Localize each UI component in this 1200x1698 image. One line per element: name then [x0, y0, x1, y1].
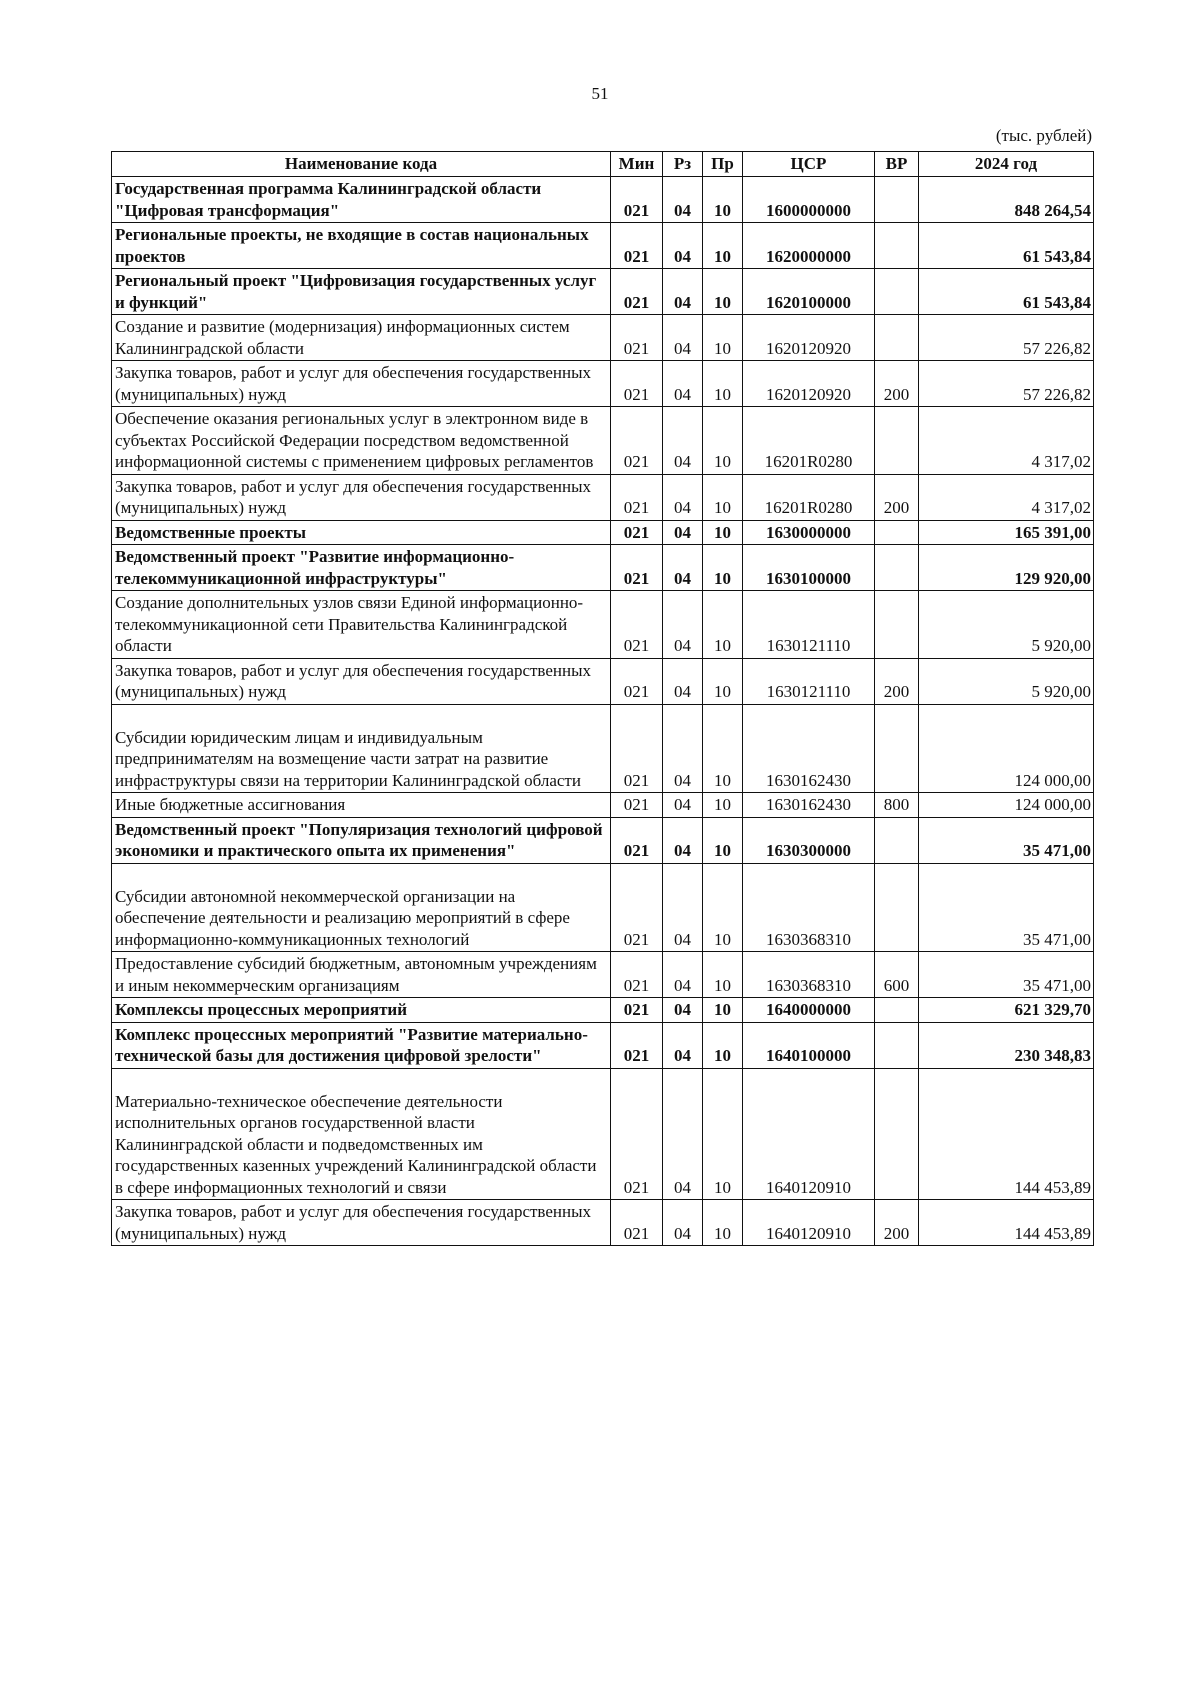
cell-min: 021: [611, 1200, 663, 1246]
cell-vr: [875, 704, 919, 793]
cell-rz: 04: [663, 952, 703, 998]
cell-amount: 144 453,89: [919, 1200, 1094, 1246]
cell-rz: 04: [663, 1200, 703, 1246]
cell-pr: 10: [703, 269, 743, 315]
table-row: [112, 545, 1094, 591]
cell-min: 021: [611, 407, 663, 475]
cell-pr: 10: [703, 952, 743, 998]
cell-vr: 200: [875, 1200, 919, 1246]
table-row: [112, 793, 1094, 818]
cell-pr: 10: [703, 474, 743, 520]
cell-csr: 1620100000: [743, 269, 875, 315]
cell-csr: 16201R0280: [743, 474, 875, 520]
table-header-row: [112, 152, 1094, 177]
table-row: [112, 863, 1094, 952]
cell-csr: 1630121110: [743, 591, 875, 659]
header-year: 2024 год: [919, 152, 1094, 177]
cell-vr: [875, 315, 919, 361]
cell-vr: [875, 269, 919, 315]
cell-vr: 600: [875, 952, 919, 998]
cell-rz: 04: [663, 793, 703, 818]
table-row: [112, 315, 1094, 361]
cell-amount: 124 000,00: [919, 793, 1094, 818]
cell-amount: 35 471,00: [919, 952, 1094, 998]
table-row: [112, 520, 1094, 545]
cell-rz: 04: [663, 315, 703, 361]
cell-rz: 04: [663, 474, 703, 520]
cell-min: 021: [611, 658, 663, 704]
table-body: [112, 177, 1094, 1246]
cell-rz: 04: [663, 520, 703, 545]
cell-min: 021: [611, 704, 663, 793]
cell-vr: 200: [875, 474, 919, 520]
table-row: [112, 952, 1094, 998]
cell-min: 021: [611, 177, 663, 223]
table-row: [112, 1068, 1094, 1200]
cell-csr: 1630100000: [743, 545, 875, 591]
header-min: Мин: [611, 152, 663, 177]
cell-name: Региональные проекты, не входящие в состав национальных проектов: [112, 223, 611, 269]
table-row: [112, 474, 1094, 520]
cell-vr: [875, 223, 919, 269]
budget-table: [111, 151, 1094, 1246]
cell-csr: 1630162430: [743, 704, 875, 793]
cell-vr: [875, 998, 919, 1023]
cell-vr: [875, 1022, 919, 1068]
cell-vr: 200: [875, 658, 919, 704]
cell-pr: 10: [703, 591, 743, 659]
cell-name: Государственная программа Калининградской области "Цифровая трансформация": [112, 177, 611, 223]
cell-pr: 10: [703, 817, 743, 863]
cell-csr: 1640100000: [743, 1022, 875, 1068]
cell-csr: 1640120910: [743, 1068, 875, 1200]
cell-vr: [875, 545, 919, 591]
cell-name: Субсидии автономной некоммерческой организации на обеспечение деятельности и реализацию мероприятий в сфере информационно-коммуникационных технологий: [112, 863, 611, 952]
cell-name: Закупка товаров, работ и услуг для обеспечения государственных (муниципальных) нужд: [112, 361, 611, 407]
cell-min: 021: [611, 520, 663, 545]
cell-vr: 200: [875, 361, 919, 407]
cell-rz: 04: [663, 998, 703, 1023]
table-row: [112, 1022, 1094, 1068]
cell-pr: 10: [703, 998, 743, 1023]
table-row: [112, 591, 1094, 659]
table-row: [112, 223, 1094, 269]
page-number: 51: [591, 84, 609, 103]
cell-min: 021: [611, 361, 663, 407]
cell-pr: 10: [703, 177, 743, 223]
cell-min: 021: [611, 315, 663, 361]
cell-csr: 1630000000: [743, 520, 875, 545]
cell-amount: 4 317,02: [919, 407, 1094, 475]
cell-csr: 1630300000: [743, 817, 875, 863]
header-csr: ЦСР: [743, 152, 875, 177]
cell-rz: 04: [663, 407, 703, 475]
cell-min: 021: [611, 998, 663, 1023]
cell-amount: 35 471,00: [919, 817, 1094, 863]
cell-rz: 04: [663, 361, 703, 407]
cell-vr: [875, 407, 919, 475]
cell-min: 021: [611, 545, 663, 591]
cell-rz: 04: [663, 658, 703, 704]
cell-name: Предоставление субсидий бюджетным, автономным учреждениям и иным некоммерческим организациям: [112, 952, 611, 998]
cell-rz: 04: [663, 545, 703, 591]
cell-csr: 1620120920: [743, 315, 875, 361]
cell-amount: 4 317,02: [919, 474, 1094, 520]
cell-pr: 10: [703, 863, 743, 952]
table-row: [112, 361, 1094, 407]
cell-pr: 10: [703, 407, 743, 475]
cell-rz: 04: [663, 177, 703, 223]
table-row: [112, 177, 1094, 223]
cell-name: Иные бюджетные ассигнования: [112, 793, 611, 818]
cell-amount: 61 543,84: [919, 223, 1094, 269]
table-row: [112, 704, 1094, 793]
cell-name: Ведомственный проект "Развитие информационно-телекоммуникационной инфраструктуры": [112, 545, 611, 591]
cell-min: 021: [611, 223, 663, 269]
cell-name: Создание и развитие (модернизация) информационных систем Калининградской области: [112, 315, 611, 361]
cell-csr: 1620000000: [743, 223, 875, 269]
cell-pr: 10: [703, 223, 743, 269]
cell-csr: 1640120910: [743, 1200, 875, 1246]
cell-pr: 10: [703, 1200, 743, 1246]
cell-amount: 5 920,00: [919, 658, 1094, 704]
table-row: [112, 817, 1094, 863]
cell-amount: 124 000,00: [919, 704, 1094, 793]
cell-rz: 04: [663, 269, 703, 315]
cell-name: Комплекс процессных мероприятий "Развитие материально-технической базы для достижения цифровой зрелости": [112, 1022, 611, 1068]
cell-vr: 800: [875, 793, 919, 818]
cell-csr: 1600000000: [743, 177, 875, 223]
cell-pr: 10: [703, 315, 743, 361]
cell-csr: 1630121110: [743, 658, 875, 704]
cell-pr: 10: [703, 793, 743, 818]
cell-name: Создание дополнительных узлов связи Единой информационно-телекоммуникационной сети Правительства Калининградской области: [112, 591, 611, 659]
units-label: (тыс. рублей): [995, 126, 1092, 145]
cell-name: Субсидии юридическим лицам и индивидуальным предпринимателям на возмещение части затрат на развитие инфраструктуры связи на территории Калининградской области: [112, 704, 611, 793]
cell-min: 021: [611, 1022, 663, 1068]
cell-amount: 57 226,82: [919, 361, 1094, 407]
header-vr: ВР: [875, 152, 919, 177]
cell-pr: 10: [703, 704, 743, 793]
table-row: [112, 998, 1094, 1023]
cell-rz: 04: [663, 704, 703, 793]
cell-rz: 04: [663, 817, 703, 863]
cell-name: Ведомственный проект "Популяризация технологий цифровой экономики и практического опыта их применения": [112, 817, 611, 863]
cell-rz: 04: [663, 223, 703, 269]
table-row: [112, 269, 1094, 315]
cell-vr: [875, 1068, 919, 1200]
cell-amount: 621 329,70: [919, 998, 1094, 1023]
cell-vr: [875, 591, 919, 659]
cell-name: Комплексы процессных мероприятий: [112, 998, 611, 1023]
header-rz: Рз: [663, 152, 703, 177]
cell-amount: 57 226,82: [919, 315, 1094, 361]
header-pr: Пр: [703, 152, 743, 177]
cell-csr: 1620120920: [743, 361, 875, 407]
cell-pr: 10: [703, 520, 743, 545]
table-row: [112, 658, 1094, 704]
cell-name: Региональный проект "Цифровизация государственных услуг и функций": [112, 269, 611, 315]
cell-name: Закупка товаров, работ и услуг для обеспечения государственных (муниципальных) нужд: [112, 474, 611, 520]
cell-amount: 5 920,00: [919, 591, 1094, 659]
cell-min: 021: [611, 1068, 663, 1200]
table-row: [112, 407, 1094, 475]
cell-csr: 1630162430: [743, 793, 875, 818]
cell-amount: 144 453,89: [919, 1068, 1094, 1200]
cell-name: Ведомственные проекты: [112, 520, 611, 545]
cell-name: Материально-техническое обеспечение деятельности исполнительных органов государственной власти Калининградской области и подведомственных им государственных казенных учреждений Калининградской области в сфере информационных технологий и связи: [112, 1068, 611, 1200]
cell-pr: 10: [703, 361, 743, 407]
cell-amount: 35 471,00: [919, 863, 1094, 952]
cell-min: 021: [611, 863, 663, 952]
cell-rz: 04: [663, 1068, 703, 1200]
cell-amount: 848 264,54: [919, 177, 1094, 223]
cell-min: 021: [611, 793, 663, 818]
cell-csr: 1640000000: [743, 998, 875, 1023]
cell-min: 021: [611, 474, 663, 520]
cell-amount: 230 348,83: [919, 1022, 1094, 1068]
cell-name: Обеспечение оказания региональных услуг в электронном виде в субъектах Российской Федерации посредством ведомственной информационной системы с применением цифровых регламентов: [112, 407, 611, 475]
cell-vr: [875, 520, 919, 545]
cell-amount: 61 543,84: [919, 269, 1094, 315]
cell-min: 021: [611, 269, 663, 315]
cell-name: Закупка товаров, работ и услуг для обеспечения государственных (муниципальных) нужд: [112, 1200, 611, 1246]
cell-min: 021: [611, 591, 663, 659]
table-row: [112, 1200, 1094, 1246]
cell-pr: 10: [703, 545, 743, 591]
cell-pr: 10: [703, 658, 743, 704]
cell-pr: 10: [703, 1022, 743, 1068]
cell-name: Закупка товаров, работ и услуг для обеспечения государственных (муниципальных) нужд: [112, 658, 611, 704]
header-name: Наименование кода: [112, 152, 611, 177]
cell-vr: [875, 863, 919, 952]
cell-vr: [875, 177, 919, 223]
cell-csr: 16201R0280: [743, 407, 875, 475]
cell-min: 021: [611, 817, 663, 863]
cell-min: 021: [611, 952, 663, 998]
cell-amount: 129 920,00: [919, 545, 1094, 591]
cell-amount: 165 391,00: [919, 520, 1094, 545]
cell-rz: 04: [663, 591, 703, 659]
cell-vr: [875, 817, 919, 863]
cell-rz: 04: [663, 863, 703, 952]
cell-pr: 10: [703, 1068, 743, 1200]
cell-rz: 04: [663, 1022, 703, 1068]
cell-csr: 1630368310: [743, 863, 875, 952]
cell-csr: 1630368310: [743, 952, 875, 998]
